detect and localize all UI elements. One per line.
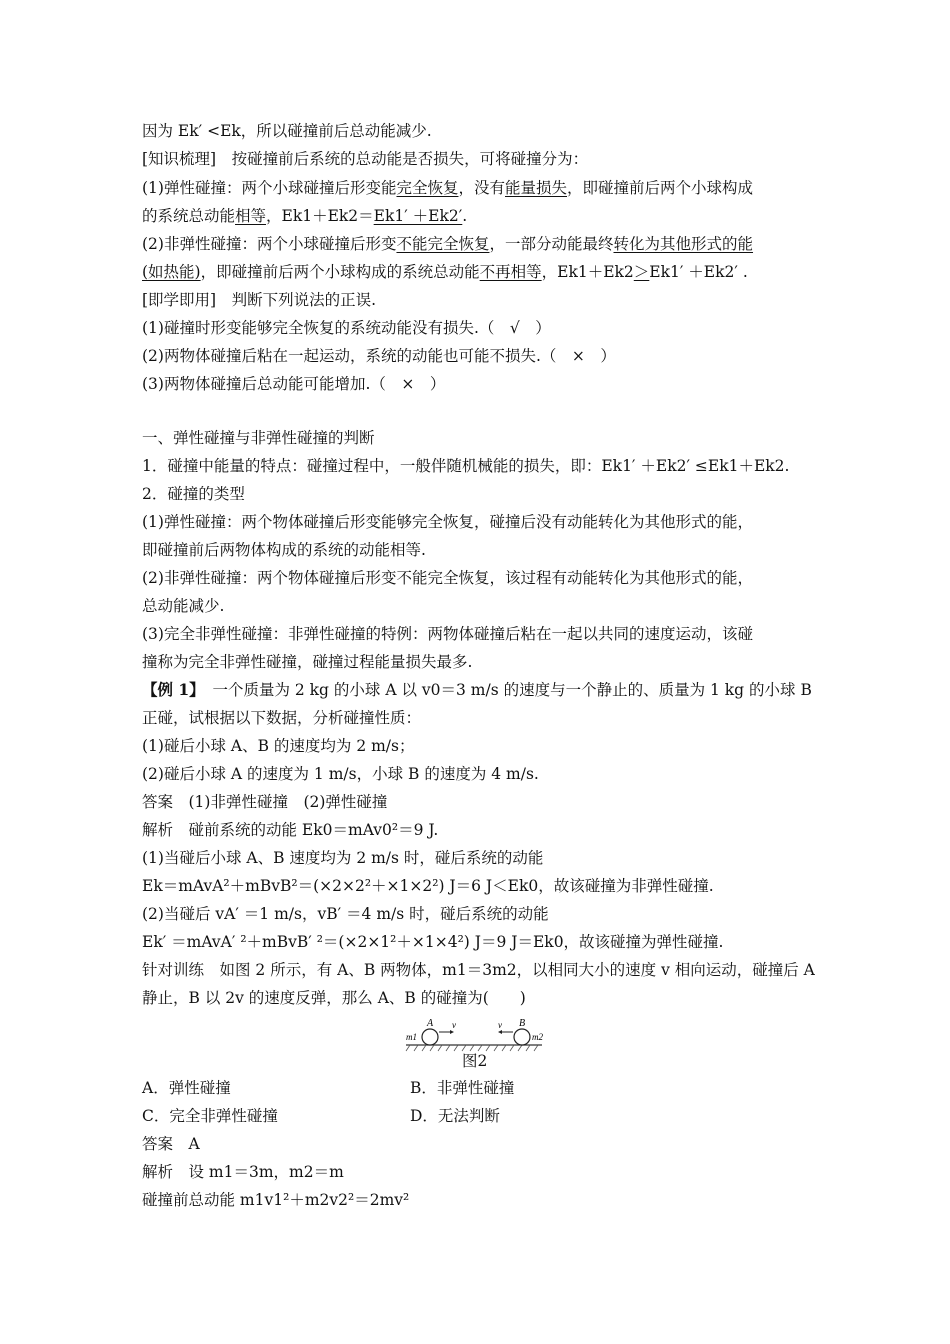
option-a: A．弹性碰撞 bbox=[142, 1079, 231, 1097]
text-segment: ，一部分动能最终 bbox=[489, 235, 614, 253]
text-line: (2)碰后小球 A 的速度为 1 m/s，小球 B 的速度为 4 m/s. bbox=[142, 765, 539, 783]
text-line bbox=[142, 262, 822, 282]
text-segment: 一个质量为 2 kg 的小球 A 以 v0＝3 m/s 的速度与一个静止的、质量为 1 kg 的小球 B bbox=[196, 681, 812, 699]
answer-line: 答案 (1)非弹性碰撞 (2)弹性碰撞 bbox=[142, 793, 388, 811]
answer-line: 答案 A bbox=[142, 1135, 200, 1153]
underlined-answer: 不再相等 bbox=[479, 263, 542, 281]
text-segment: ，Ek1＋Ek2 bbox=[541, 263, 634, 281]
text-line bbox=[142, 206, 822, 226]
label-a: A bbox=[427, 1018, 434, 1029]
text-segment: ，即碰撞前后两个小球构成的系统总动能 bbox=[200, 263, 480, 281]
example-line bbox=[142, 680, 822, 700]
ball-b bbox=[514, 1029, 530, 1045]
section-heading: 一、弹性碰撞与非弹性碰撞的判断 bbox=[142, 429, 375, 447]
judgment-item: (3)两物体碰撞后总动能可能增加.（ × ） bbox=[142, 375, 446, 393]
underlined-answer: (如热能) bbox=[142, 263, 201, 281]
label-b: B bbox=[519, 1018, 526, 1029]
text-line bbox=[142, 178, 822, 198]
knowledge-heading: [知识梳理] 按碰撞前后系统的总动能是否损失，可将碰撞分为： bbox=[142, 150, 589, 168]
underlined-answer: Ek1′ ＋Ek2′ bbox=[373, 207, 463, 225]
analysis-line: 解析 设 m1＝3m，m2＝m bbox=[142, 1163, 344, 1181]
figure-caption: 图2 bbox=[462, 1052, 488, 1070]
arrow-left-head bbox=[498, 1030, 502, 1034]
text-line: (1)弹性碰撞：两个物体碰撞后形变能够完全恢复，碰撞后没有动能转化为其他形式的能， bbox=[142, 513, 753, 531]
underlined-answer: 能量损失 bbox=[505, 179, 568, 197]
text-line: (1)碰后小球 A、B 的速度均为 2 m/s； bbox=[142, 737, 415, 755]
example-label: 【例 1】 bbox=[142, 680, 197, 699]
label-m1: m1 bbox=[406, 1032, 417, 1042]
underlined-answer: ＞ bbox=[633, 263, 650, 281]
text-line: 撞称为完全非弹性碰撞，碰撞过程能量损失最多. bbox=[142, 653, 473, 671]
arrow-right-head bbox=[450, 1030, 454, 1034]
ball-a bbox=[422, 1029, 438, 1045]
text-line: 总动能减少. bbox=[142, 597, 225, 615]
text-line: (2)非弹性碰撞：两个物体碰撞后形变不能完全恢复，该过程有动能转化为其他形式的能， bbox=[142, 569, 753, 587]
underlined-answer: 相等 bbox=[235, 207, 267, 225]
text-segment: (2)非弹性碰撞：两个小球碰撞后形变 bbox=[142, 235, 397, 253]
label-v-right: v bbox=[498, 1020, 502, 1030]
label-v-left: v bbox=[452, 1020, 456, 1030]
exercise-line: 针对训练 如图 2 所示，有 A、B 两物体，m1＝3m2，以相同大小的速度 v 相向运动，碰撞后 A bbox=[142, 961, 815, 979]
label-m2: m2 bbox=[532, 1032, 543, 1042]
analysis-line: 解析 碰前系统的动能 Ek0＝mAv0²＝9 J. bbox=[142, 821, 439, 839]
formula-line: Ek′ ＝mAvA′ ²＋mBvB′ ²＝(×2×1²＋×1×4²) J＝9 J＝Ek0，故该碰撞为弹性碰撞. bbox=[142, 933, 724, 951]
text-line: (1)当碰后小球 A、B 速度均为 2 m/s 时，碰后系统的动能 bbox=[142, 849, 544, 867]
formula-line: Ek＝mAvA²＋mBvB²＝(×2×2²＋×1×2²) J＝6 J＜Ek0，故该碰撞为非弹性碰撞. bbox=[142, 877, 714, 895]
text-segment: Ek1′ ＋Ek2′ . bbox=[649, 263, 748, 281]
text-segment: 的系统总动能 bbox=[142, 207, 236, 225]
underlined-answer: 转化为其他形式的能 bbox=[613, 235, 754, 253]
text-line: 因为 Ek′ <Ek，所以碰撞前后总动能减少. bbox=[142, 122, 432, 140]
underlined-answer: 不能完全恢复 bbox=[396, 235, 490, 253]
formula-line: 碰撞前总动能 m1v1²＋m2v2²＝2mv² bbox=[142, 1191, 410, 1209]
option-d: D．无法判断 bbox=[410, 1107, 500, 1125]
text-line: (3)完全非弹性碰撞：非弹性碰撞的特例：两物体碰撞后粘在一起以共同的速度运动，该碰 bbox=[142, 625, 753, 643]
underlined-answer: 完全恢复 bbox=[396, 179, 459, 197]
text-line: 静止，B 以 2v 的速度反弹，那么 A、B 的碰撞为( ) bbox=[142, 989, 526, 1007]
option-c: C．完全非弹性碰撞 bbox=[142, 1107, 278, 1125]
text-segment: . bbox=[462, 207, 468, 225]
text-segment: (1)弹性碰撞：两个小球碰撞后形变能 bbox=[142, 179, 397, 197]
text-line: 1．碰撞中能量的特点：碰撞过程中，一般伴随机械能的损失，即：Ek1′ ＋Ek2′ ≤Ek1＋Ek2. bbox=[142, 457, 790, 475]
text-line: (2)当碰后 vA′ ＝1 m/s，vB′ ＝4 m/s 时，碰后系统的动能 bbox=[142, 905, 549, 923]
text-segment: ，即碰撞前后两个小球构成 bbox=[567, 179, 754, 197]
judgment-item: (1)碰撞时形变能够完全恢复的系统动能没有损失.（ √ ） bbox=[142, 319, 551, 337]
text-line: 即碰撞前后两物体构成的系统的动能相等. bbox=[142, 541, 426, 559]
judgment-item: (2)两物体碰撞后粘在一起运动，系统的动能也可能不损失.（ × ） bbox=[142, 347, 616, 365]
text-segment: ，Ek1＋Ek2＝ bbox=[266, 207, 374, 225]
text-segment: ，没有 bbox=[458, 179, 505, 197]
practice-heading: [即学即用] 判断下列说法的正误. bbox=[142, 291, 377, 309]
text-line: 2．碰撞的类型 bbox=[142, 485, 245, 503]
text-line bbox=[142, 234, 822, 254]
option-b: B．非弹性碰撞 bbox=[410, 1079, 515, 1097]
text-line: 正碰，试根据以下数据，分析碰撞性质： bbox=[142, 709, 422, 727]
